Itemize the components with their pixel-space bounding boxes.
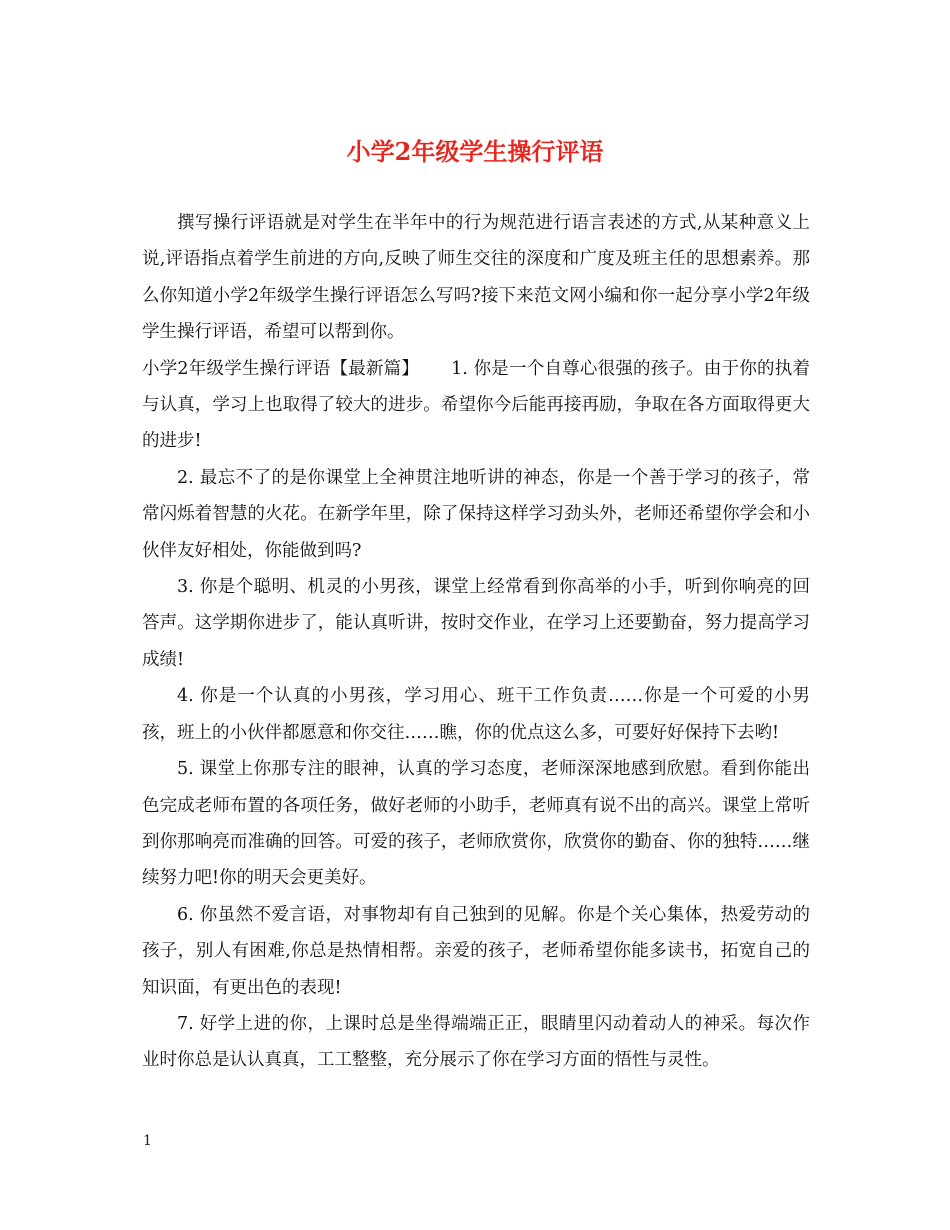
- document-body: [142, 205, 810, 1079]
- comment-item-1: 1. 你是一个自尊心很强的孩子。由于你的执着与认真，学习上也取得了较大的进步。希望你今后能再接再励，争取在各方面取得更大的进步!: [142, 358, 810, 452]
- page-number: 1: [143, 1133, 152, 1149]
- comment-item-3: 3. 你是个聪明、机灵的小男孩，课堂上经常看到你高举的小手，听到你响亮的回答声。这学期你进步了，能认真听讲，按时交作业，在学习上还要勤奋，努力提高学习成绩!: [142, 577, 810, 670]
- document-title: 小学2年级学生操行评语: [346, 137, 604, 166]
- comment-item-5: 5. 课堂上你那专注的眼神，认真的学习态度，老师深深地感到欣慰。看到你能出色完成老师布置的各项任务，做好老师的小助手，老师真有说不出的高兴。课堂上常听到你那响亮而准确的回答。可爱的孩子，老师欣赏你，欣赏你的勤奋、你的独特……继续努力吧!你的明天会更美好。: [142, 759, 810, 889]
- comment-item-2: 2. 最忘不了的是你课堂上全神贯注地听讲的神态，你是一个善于学习的孩子，常常闪烁着智慧的火花。在新学年里，除了保持这样学习劲头外，老师还希望你学会和小伙伴友好相处，你能做到吗?: [142, 467, 810, 561]
- section-paragraph-item-1: [142, 351, 810, 460]
- comment-item-4: 4. 你是一个认真的小男孩，学习用心、班干工作负责……你是一个可爱的小男孩，班上的小伙伴都愿意和你交往……瞧，你的优点这么多，可要好好保持下去哟!: [142, 686, 810, 743]
- comment-item-6: 6. 你虽然不爱言语，对事物却有自己独到的见解。你是个关心集体，热爱劳动的孩子，别人有困难,你总是热情相帮。亲爱的孩子，老师希望你能多读书，拓宽自己的知识面，有更出色的表现!: [142, 904, 810, 998]
- section-heading: 小学2年级学生操行评语【最新篇】: [142, 358, 420, 379]
- intro-paragraph: 撰写操行评语就是对学生在半年中的行为规范进行语言表述的方式,从某种意义上说,评语指点着学生前进的方向,反映了师生交往的深度和广度及班主任的思想素养。那么你知道小学2年级学生操行评语怎么写吗?接下来范文网小编和你一起分享小学2年级学生操行评语，希望可以帮到你。: [142, 213, 810, 343]
- comment-item-7: 7. 好学上进的你，上课时总是坐得端端正正，眼睛里闪动着动人的神采。每次作业时你总是认认真真，工工整整，充分展示了你在学习方面的悟性与灵性。: [142, 1013, 810, 1071]
